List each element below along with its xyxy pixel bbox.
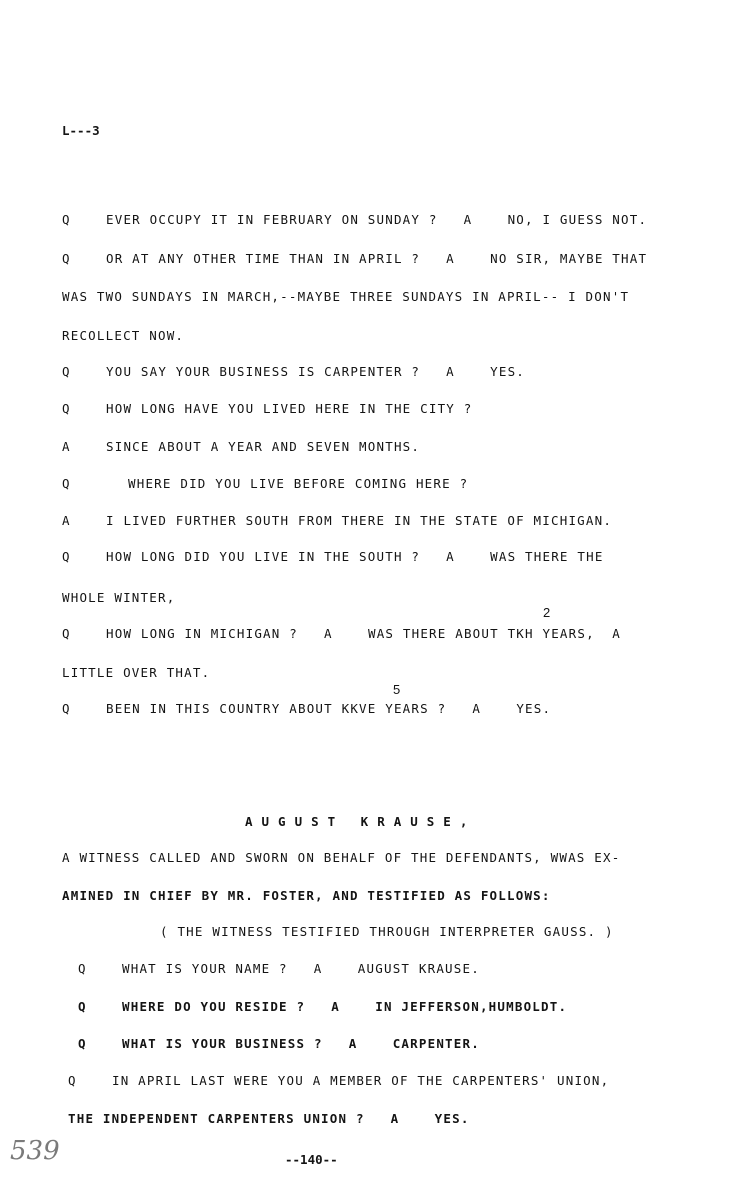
line-text: WHAT IS YOUR NAME ? xyxy=(122,961,288,976)
transcript-line xyxy=(78,1038,480,1051)
line-text: WHERE DO YOU RESIDE ? xyxy=(122,999,306,1014)
answer-label: A xyxy=(446,251,455,266)
line-label: Q xyxy=(62,549,71,564)
transcript-line xyxy=(62,515,612,528)
line-text: YOU SAY YOUR BUSINESS IS CARPENTER ? xyxy=(106,364,421,379)
transcript-line xyxy=(78,1001,567,1014)
line-text: HOW LONG DID YOU LIVE IN THE SOUTH ? xyxy=(106,549,421,564)
answer-text: YES. xyxy=(516,701,552,716)
transcript-line xyxy=(62,330,184,343)
transcript-line xyxy=(62,592,175,605)
answer-label: A xyxy=(313,961,323,976)
transcript-line xyxy=(62,253,647,266)
page-header-code: L---3 xyxy=(62,123,100,138)
line-text: WHAT IS YOUR BUSINESS ? xyxy=(122,1036,323,1051)
answer-text: CARPENTER. xyxy=(392,1036,480,1051)
line-text: IN APRIL LAST WERE YOU A MEMBER OF THE CARPENTERS' UNION, xyxy=(112,1073,610,1088)
transcript-line xyxy=(62,441,420,454)
line-text: THE INDEPENDENT CARPENTERS UNION ? xyxy=(68,1111,365,1126)
line-label: Q xyxy=(62,701,71,716)
answer-label: A xyxy=(463,212,473,227)
transcript-line xyxy=(62,551,604,564)
line-label: Q xyxy=(62,212,71,227)
line-label: Q xyxy=(78,999,87,1014)
transcript-line xyxy=(62,478,468,491)
transcript-line xyxy=(78,963,480,976)
line-label: Q xyxy=(78,961,87,976)
answer-text: WAS THERE ABOUT TKH YEARS, A xyxy=(367,626,622,641)
handwritten-correction: 2 xyxy=(543,605,551,620)
line-label: Q xyxy=(62,476,71,491)
answer-text: YES. xyxy=(490,364,526,379)
answer-label: A xyxy=(323,626,333,641)
transcript-line xyxy=(62,366,525,379)
line-label: Q xyxy=(62,364,71,379)
line-text: BEEN IN THIS COUNTRY ABOUT KKVE YEARS ? xyxy=(106,701,447,716)
transcript-line xyxy=(62,667,210,680)
answer-text: NO, I GUESS NOT. xyxy=(507,212,648,227)
answer-label: A xyxy=(446,364,455,379)
line-label: Q xyxy=(62,626,71,641)
line-text: RECOLLECT NOW. xyxy=(62,328,185,343)
witness-intro-line: AMINED IN CHIEF BY MR. FOSTER, AND TESTIFIED AS FOLLOWS: xyxy=(62,888,551,903)
transcript-line xyxy=(68,1113,470,1126)
line-text: WAS TWO SUNDAYS IN MARCH,--MAYBE THREE SUNDAYS IN APRIL-- I DON'T xyxy=(62,289,630,304)
handwritten-page-mark: 539 xyxy=(10,1136,60,1166)
transcript-line xyxy=(62,703,551,716)
line-text: LITTLE OVER THAT. xyxy=(62,665,211,680)
line-text: I LIVED FURTHER SOUTH FROM THERE IN THE STATE OF MICHIGAN. xyxy=(106,513,613,528)
handwritten-correction: 5 xyxy=(393,682,401,697)
witness-heading: AUGUST KRAUSE, xyxy=(245,814,477,829)
answer-label: A xyxy=(472,701,482,716)
answer-text: WAS THERE THE xyxy=(490,549,604,564)
line-label: Q xyxy=(62,401,71,416)
line-text: OR AT ANY OTHER TIME THAN IN APRIL ? xyxy=(106,251,421,266)
answer-text: AUGUST KRAUSE. xyxy=(357,961,480,976)
answer-text: YES. xyxy=(434,1111,470,1126)
answer-text: IN JEFFERSON,HUMBOLDT. xyxy=(375,999,568,1014)
line-text: WHOLE WINTER, xyxy=(62,590,176,605)
transcript-line xyxy=(62,403,472,416)
answer-label: A xyxy=(446,549,455,564)
line-text: HOW LONG HAVE YOU LIVED HERE IN THE CITY ? xyxy=(106,401,473,416)
line-label: Q xyxy=(78,1036,87,1051)
transcript-line xyxy=(68,1075,609,1088)
answer-label: A xyxy=(348,1036,358,1051)
page-number: --140-- xyxy=(285,1152,338,1167)
interpreter-note: ( THE WITNESS TESTIFIED THROUGH INTERPRETER GAUSS. ) xyxy=(160,924,614,939)
answer-label: A xyxy=(331,999,340,1014)
witness-intro-line: A WITNESS CALLED AND SWORN ON BEHALF OF THE DEFENDANTS, WWAS EX- xyxy=(62,850,621,865)
answer-label: A xyxy=(390,1111,400,1126)
line-label: Q xyxy=(62,251,71,266)
line-text: EVER OCCUPY IT IN FEBRUARY ON SUNDAY ? xyxy=(106,212,438,227)
line-text: HOW LONG IN MICHIGAN ? xyxy=(106,626,298,641)
line-text: WHERE DID YOU LIVE BEFORE COMING HERE ? xyxy=(128,476,469,491)
line-label: Q xyxy=(68,1073,77,1088)
line-label: A xyxy=(62,439,71,454)
transcript-line xyxy=(62,291,629,304)
line-label: A xyxy=(62,513,71,528)
answer-text: NO SIR, MAYBE THAT xyxy=(490,251,648,266)
transcript-line xyxy=(62,628,621,641)
transcript-line xyxy=(62,214,647,227)
line-text: SINCE ABOUT A YEAR AND SEVEN MONTHS. xyxy=(106,439,421,454)
